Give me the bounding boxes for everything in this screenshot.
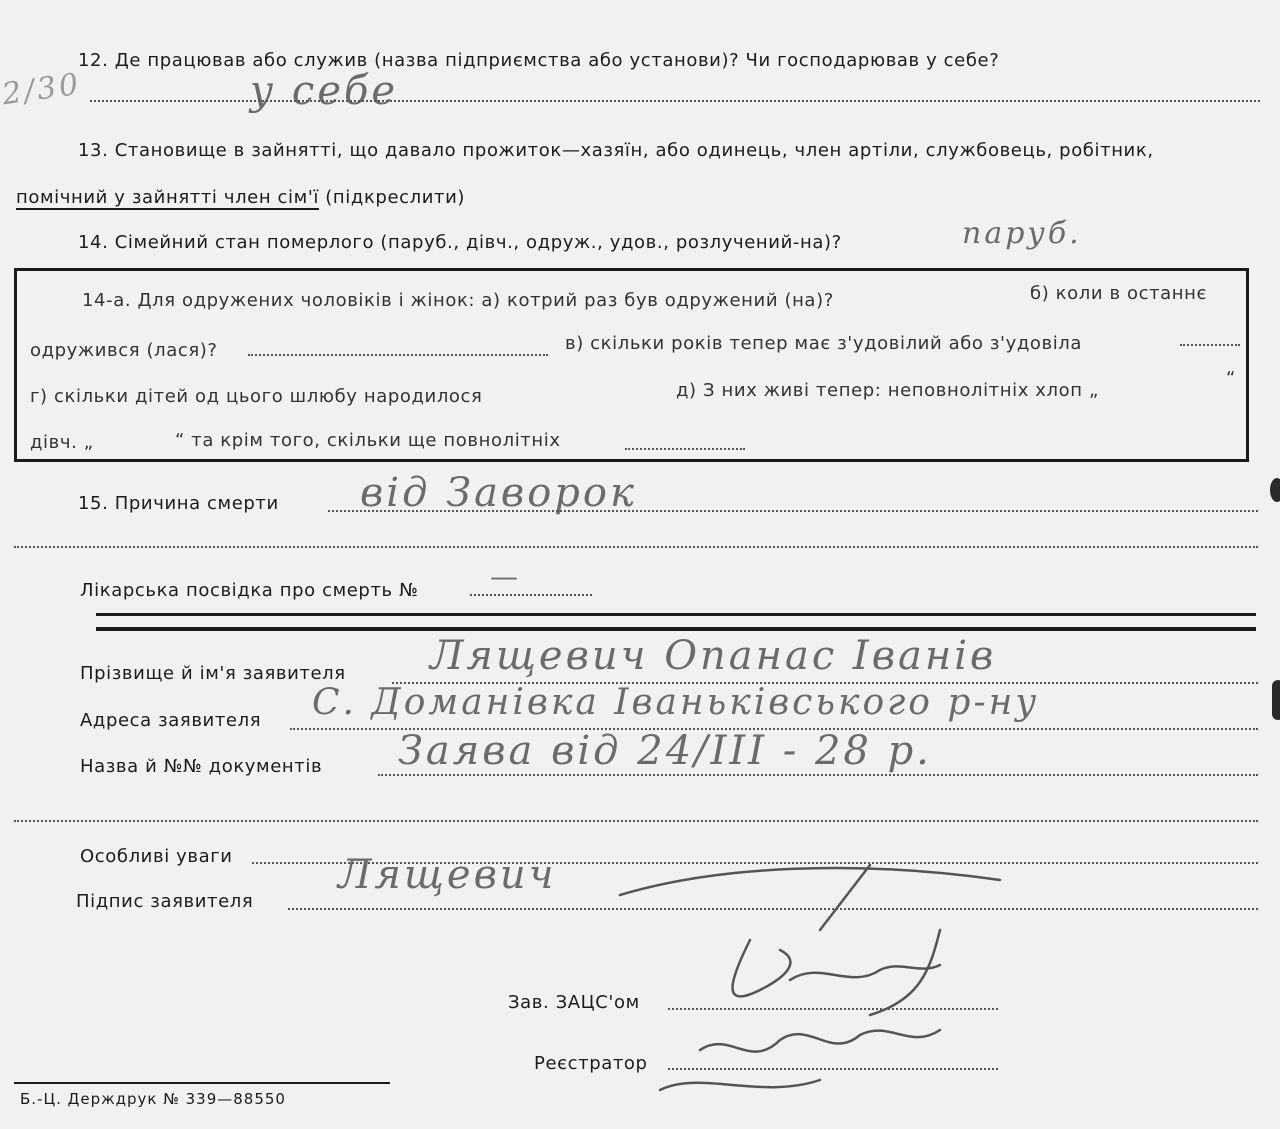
q14a-line3-b: д) З них живі тепер: неповнолітніх хлоп „ [676,380,1099,401]
q14a-line2-end-blank [1180,344,1240,346]
applicant-address-value: С. Доманівка Іваньківського р-ну [312,682,1040,723]
q14-answer: паруб. [962,216,1082,251]
binder-hole-upper [1270,478,1280,502]
documents-line [378,774,1258,776]
separator-top [96,613,1256,616]
medical-certificate-blank [470,594,592,596]
documents-label: Назва й №№ документів [80,756,323,777]
q14a-line3-a: г) скільки дітей од цього шлюбу народилося [30,386,483,407]
registrar-label: Реєстратор [534,1053,648,1074]
q12-answer: у себе [250,68,399,114]
q13-label-line2 [16,187,465,208]
printer-imprint: Б.-Ц. Держдрук № 339—88550 [20,1090,286,1108]
medical-certificate-number: — [490,560,521,593]
q15-answer: від Заворок [360,470,637,516]
applicant-signature-label: Підпис заявителя [76,891,254,912]
q13-underlined-option: помічний у зайнятті член сім'ї [16,187,319,208]
q12-answer-line [90,100,1260,102]
separator-bottom [96,627,1256,631]
q14a-line1-a: 14-а. Для одружених чоловіків і жінок: а) котрий раз був одружений (на)? [82,290,834,311]
q12-label: 12. Де працював або служив (назва підприємства або установи)? Чи господарював у себе? [78,50,1000,71]
q13-instruction: (підкреслити) [318,187,466,208]
q14a-line1-b: б) коли в останнє [1030,283,1208,304]
applicant-name-value: Лящевич Опанас Іванів [430,633,997,679]
q14a-line2-blank [248,354,548,356]
q14a-line2-a: одружився (лася)? [30,340,218,361]
q14a-line3-c: “ [1226,368,1236,389]
q13-label-line1: 13. Становище в зайнятті, що давало прожиток—хазяїн, або одинець, член артіли, службовець, робітник, [78,140,1154,161]
official-signatures [640,920,970,1120]
documents-extra-line [14,820,1258,822]
q14a-line4-a: дівч. „ [30,432,94,453]
q15-extra-line [14,546,1258,548]
registry-head-label: Зав. ЗАЦС'ом [508,992,640,1013]
q12-margin-note: 2/30 [0,66,84,113]
medical-certificate-label: Лікарська посвідка про смерть № [80,580,419,601]
applicant-signature: Лящевич [338,852,557,898]
binder-hole-lower [1272,680,1280,720]
special-notes-label: Особливі уваги [80,846,233,867]
footer-rule [14,1082,390,1084]
q14a-line2-b: в) скільки років тепер має з'удовілий або з'удовіла [565,333,1083,354]
q14a-line4-blank [625,448,745,450]
q15-label: 15. Причина смерти [78,493,279,514]
q15-answer-line [328,510,1258,512]
applicant-name-label: Прізвище й ім'я заявителя [80,663,346,684]
q14a-line4-b: “ та крім того, скільки ще повнолітніх [175,430,561,451]
applicant-address-label: Адреса заявителя [80,710,262,731]
documents-value: Заява від 24/ІІІ - 28 р. [398,728,932,774]
q14-label: 14. Сімейний стан померлого (паруб., дівч., одруж., удов., розлучений-на)? [78,232,842,253]
